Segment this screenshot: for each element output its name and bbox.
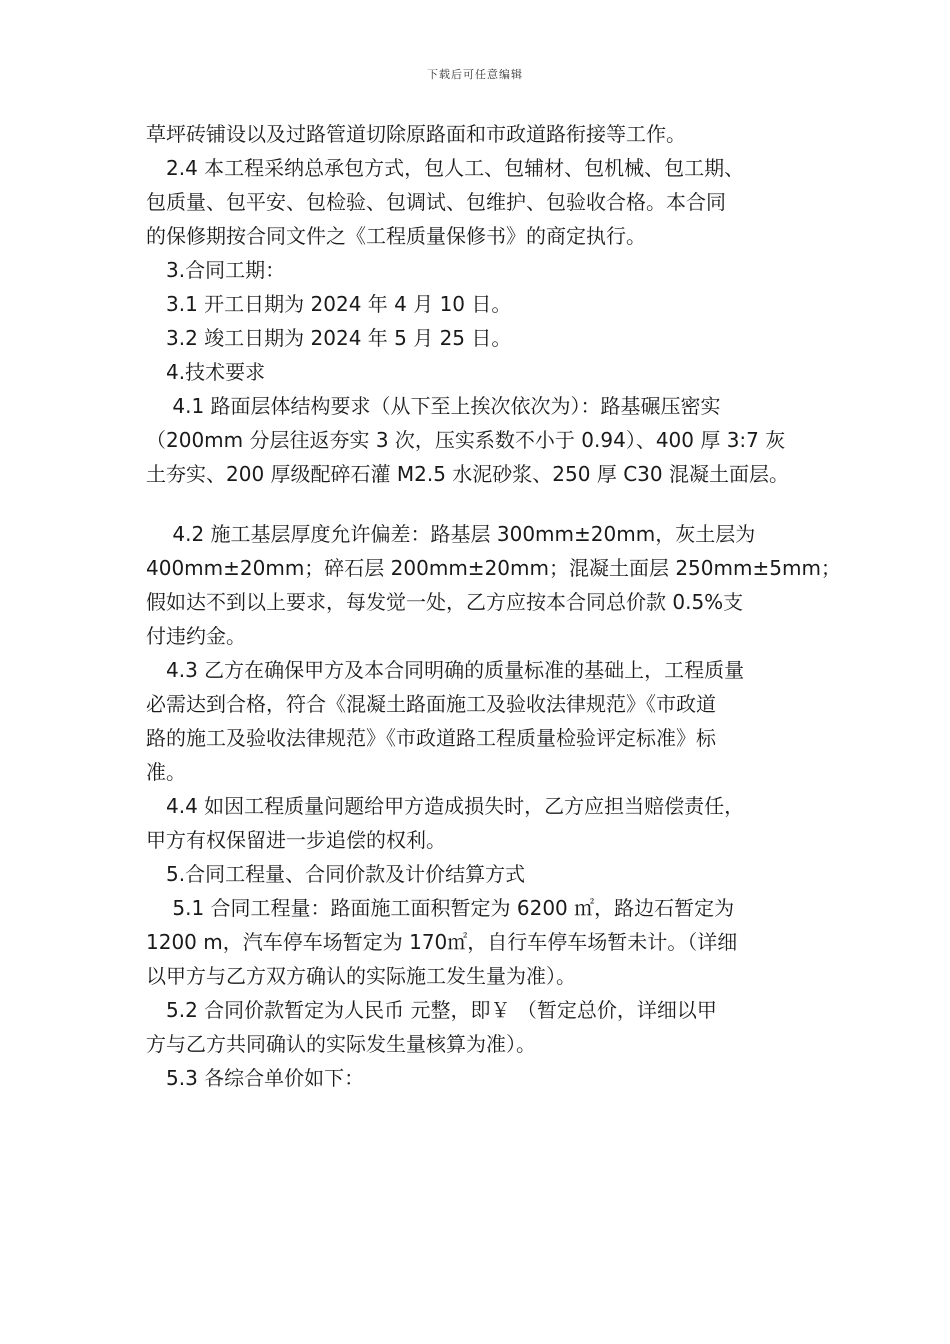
text-line: 5.2 合同价款暂定为人民币 元整，即￥ （暂定总价，详细以甲 [146, 998, 717, 1022]
text-line: 草坪砖铺设以及过路管道切除原路面和市政道路衔接等工作。 [146, 122, 686, 146]
text-line: 400mm±20mm；碎石层 200mm±20mm；混凝土面层 250mm±5mm； [146, 556, 841, 580]
text-line: 4.4 如因工程质量问题给甲方造成损失时，乙方应担当赔偿责任， [146, 794, 745, 818]
text-line: 3.1 开工日期为 2024 年 4 月 10 日。 [146, 292, 512, 316]
text-line: 3.2 竣工日期为 2024 年 5 月 25 日。 [146, 326, 512, 350]
text-line: 包质量、包平安、包检验、包调试、包维护、包验收合格。本合同 [146, 190, 726, 214]
text-line: 3.合同工期： [146, 258, 286, 282]
text-line: 4.技术要求 [146, 360, 266, 384]
text-line: 必需达到合格，符合《混凝土路面施工及验收法律规范》《市政道 [146, 692, 716, 716]
body-text [146, 117, 841, 1095]
text-line: 5.3 各综合单价如下： [146, 1066, 365, 1090]
text-line: 5.1 合同工程量：路面施工面积暂定为 6200 ㎡，路边石暂定为 [146, 896, 735, 920]
text-line: 2.4 本工程采纳总承包方式，包人工、包辅材、包机械、包工期、 [146, 156, 745, 180]
text-line: 4.2 施工基层厚度允许偏差：路基层 300mm±20mm，灰土层为 [146, 522, 756, 546]
text-line: 以甲方与乙方双方确认的实际施工发生量为准）。 [146, 964, 576, 988]
text-line: 土夯实、200 厚级配碎石灌 M2.5 水泥砂浆、250 厚 C30 混凝土面层。 [146, 462, 789, 486]
text-line: 假如达不到以上要求，每发觉一处，乙方应按本合同总价款 0.5%支 [146, 590, 744, 614]
text-line: 4.3 乙方在确保甲方及本合同明确的质量标准的基础上，工程质量 [146, 658, 745, 682]
text-line: 5.合同工程量、合同价款及计价结算方式 [146, 862, 526, 886]
text-line: 1200 m，汽车停车场暂定为 170㎡，自行车停车场暂未计。（详细 [146, 930, 738, 954]
text-line: 付违约金。 [146, 624, 246, 648]
text-line: 甲方有权保留进一步追偿的权利。 [146, 828, 446, 852]
page-header: 下载后可任意编辑 [427, 68, 523, 81]
text-line: 方与乙方共同确认的实际发生量核算为准）。 [146, 1032, 536, 1056]
text-line: 路的施工及验收法律规范》《市政道路工程质量检验评定标准》标 [146, 726, 716, 750]
paragraph-gap [146, 491, 811, 517]
text-line: 的保修期按合同文件之《工程质量保修书》的商定执行。 [146, 224, 646, 248]
text-line: 准。 [146, 760, 186, 784]
text-line: （200mm 分层往返夯实 3 次，压实系数不小于 0.94）、400 厚 3:7 灰 [146, 428, 786, 452]
text-line: 4.1 路面层体结构要求（从下至上挨次依次为）：路基碾压密实 [146, 394, 721, 418]
